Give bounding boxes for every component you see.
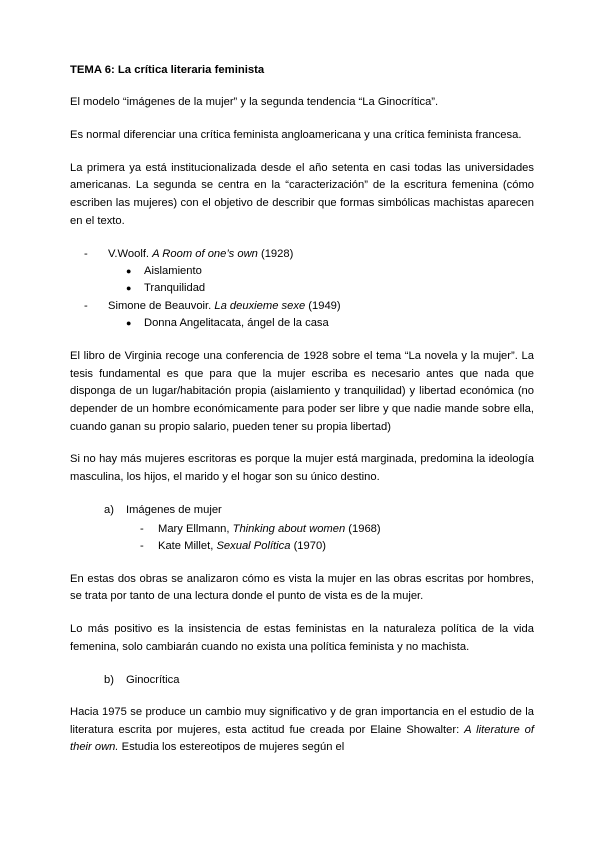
dash-icon: - (140, 523, 144, 536)
paragraph-marginalization: Si no hay más mujeres escritoras es porque la mujer está marginada, predomina la ideología masculina, los hijos, el marido y el hogar son su único destino. (70, 453, 534, 483)
list-item (126, 280, 534, 298)
section-heading (104, 502, 534, 519)
section-label: Imágenes de mujer (126, 503, 222, 516)
list-item (140, 538, 534, 555)
work-title: A literature of their own. (70, 723, 534, 754)
paragraph-institutionalized: La primera ya está institucionalizada desde el año setenta en casi todas las universidades americanas. La segunda se centra en la “caracterización” de la escritura femenina (cómo escriben las mujeres) con el objetivo de describir que formas simbólicas machistas aparecen en el texto. (70, 161, 534, 227)
section-marker: a) (104, 503, 114, 516)
author-name: Mary Ellmann, (158, 523, 233, 536)
list-item-text (158, 538, 326, 555)
paragraph-virginia-book: El libro de Virginia recoge una conferencia de 1928 sobre el tema “La novela y la mujer”. La tesis fundamental es que para que la mujer escriba es necesario antes que nada que disponga de un lugar/habitación propia (aislamiento y tranquilidad) y libertad económica (no depender de un hombre económicamente para poder ser libre y que nadie mande sobre ella, cuando ganan su propio salario, pueden tener su propia libertad) (70, 349, 534, 433)
paragraph-intro: El modelo “imágenes de la mujer” y la segunda tendencia “La Ginocrítica”. (70, 96, 439, 109)
author-name: V.Woolf. (108, 247, 153, 260)
bullet-icon: ● (126, 318, 132, 329)
list-item (140, 521, 534, 538)
list-item (126, 315, 534, 333)
work-title: Sexual Política (216, 540, 291, 553)
dash-icon: - (84, 247, 88, 260)
list-item-text (158, 521, 381, 538)
paragraph-showalter (70, 704, 534, 757)
list-item-label: Tranquilidad (144, 282, 206, 295)
section-marker: b) (104, 673, 114, 686)
list-item-text (108, 298, 341, 315)
page-title: TEMA 6: La crítica literaria feminista (70, 64, 265, 76)
list-item (84, 298, 534, 315)
section-a (70, 502, 534, 556)
work-year: (1970) (290, 540, 326, 553)
list-item-label: Donna Angelitacata, ángel de la casa (144, 317, 329, 330)
author-name: Simone de Beauvoir. (108, 299, 215, 312)
work-year: (1928) (257, 247, 294, 260)
paragraph-two-works: En estas dos obras se analizaron cómo es vista la mujer en las obras escritas por hombres, se trata por tanto de una lectura donde el punto de vista es de la mujer. (70, 572, 534, 603)
section-heading (104, 672, 534, 689)
work-year: (1968) (345, 523, 381, 536)
paragraph-showalter-part1: Hacia 1975 se produce un cambio muy significativo y de gran importancia en el estudio de la literatura escrita por mujeres, esta actitud fue creada por Elaine Showalter: (70, 705, 534, 736)
list-item-text (108, 246, 293, 263)
list-item (84, 246, 534, 263)
bullet-icon: ● (126, 265, 132, 276)
paragraph-political-nature: Lo más positivo es la insistencia de estas feministas en la naturaleza política de la vida femenina, solo cambiarán cuando no exista una política feminista y no machista. (70, 623, 534, 653)
section-b (70, 672, 534, 689)
author-name: Kate Millet, (158, 540, 217, 553)
list-item-label: Aislamiento (144, 264, 202, 277)
dash-icon: - (84, 299, 88, 312)
paragraph-differentiation: Es normal diferenciar una crítica feminista angloamericana y una crítica feminista francesa. (70, 129, 522, 142)
dash-icon: - (140, 540, 144, 553)
paragraph-showalter-part2: Estudia los estereotipos de mujeres según el (118, 741, 345, 754)
work-title: A Room of one’s own (152, 247, 258, 260)
authors-list (70, 246, 534, 333)
section-label: Ginocrítica (126, 673, 180, 686)
bullet-icon: ● (126, 283, 132, 294)
work-year: (1949) (305, 299, 341, 312)
work-title: Thinking about women (232, 523, 346, 536)
work-title: La deuxieme sexe (214, 299, 306, 312)
list-item (126, 263, 534, 281)
